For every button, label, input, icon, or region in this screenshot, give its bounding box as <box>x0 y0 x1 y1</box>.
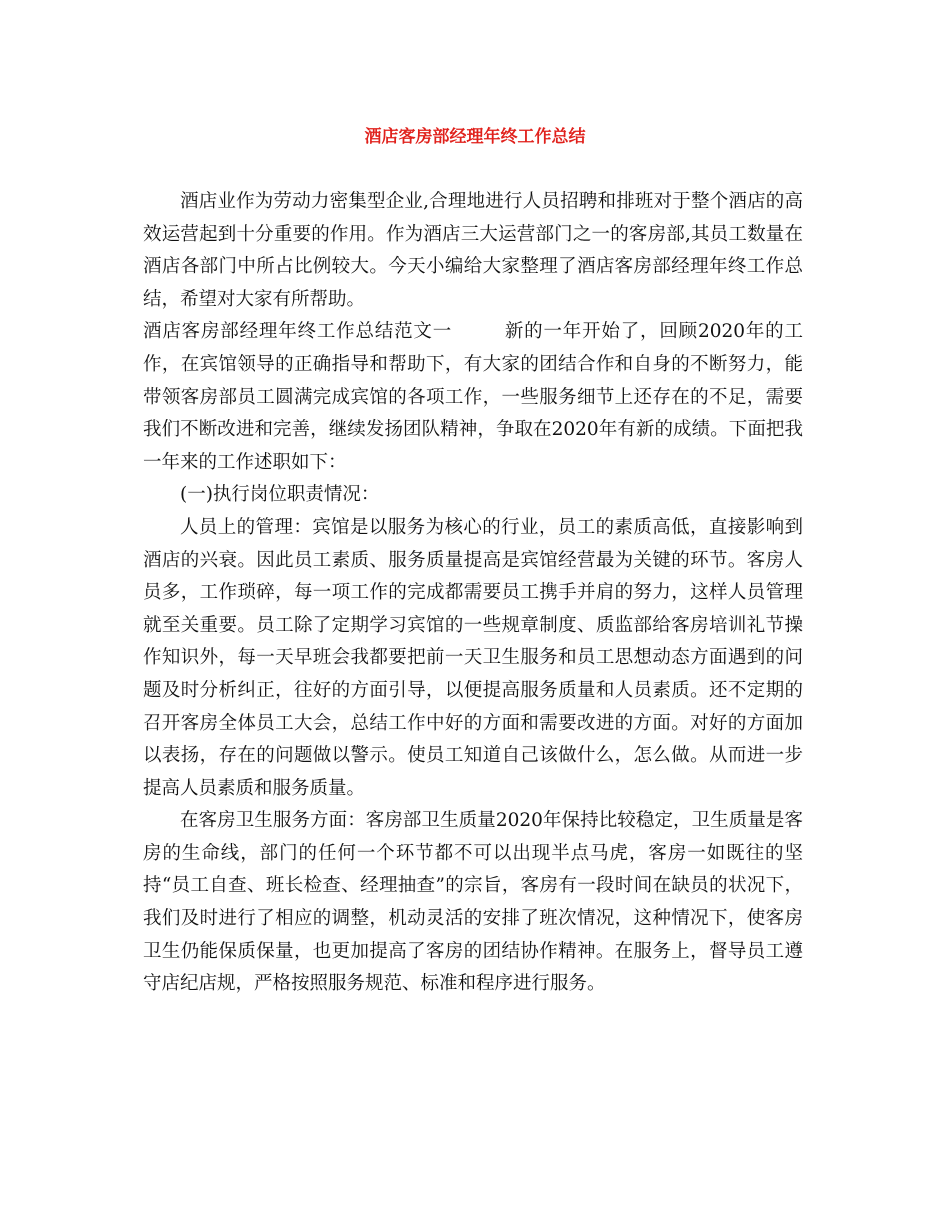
document-title: 酒店客房部经理年终工作总结 <box>364 127 586 147</box>
hygiene-paragraph: 在客房卫生服务方面：客房部卫生质量2020年保持比较稳定，卫生质量是客房的生命线，部门的任何一个环节都不可以出现半点马虎，客房一如既往的坚持“员工自查、班长检查、经理抽查”的宗旨，客房有一段时间在缺员的状况下，我们及时进行了相应的调整，机动灵活的安排了班次情况，这种情况下，使客房卫生仍能保质保量，也更加提高了客房的团结协作精神。在服务上，督导员工遵守店纪店规，严格按照服务规范、标准和程序进行服务。 <box>143 810 803 995</box>
document-body <box>143 186 803 1001</box>
personnel-paragraph: 人员上的管理：宾馆是以服务为核心的行业，员工的素质高低，直接影响到酒店的兴衰。因此员工素质、服务质量提高是宾馆经营最为关键的环节。客房人员多，工作琐碎，每一项工作的完成都需要员工携手并肩的努力，这样人员管理就至关重要。员工除了定期学习宾馆的一些规章制度、质监部给客房培训礼节操作知识外，每一天早班会我都要把前一天卫生服务和员工思想动态方面遇到的问题及时分析纠正，往好的方面引导，以便提高服务质量和人员素质。还不定期的召开客房全体员工大会，总结工作中好的方面和需要改进的方面。对好的方面加以表扬，存在的问题做以警示。使员工知道自己该做什么，怎么做。从而进一步提高人员素质和服务质量。 <box>143 516 803 799</box>
intro-paragraph: 酒店业作为劳动力密集型企业,合理地进行人员招聘和排班对于整个酒店的高效运营起到十分重要的作用。作为酒店三大运营部门之一的客房部,其员工数量在酒店各部门中所占比例较大。今天小编给大家整理了酒店客房部经理年终工作总结，希望对大家有所帮助。 <box>143 191 803 310</box>
sample-paragraph <box>143 316 803 479</box>
section-heading: (一)执行岗位职责情况： <box>180 484 380 506</box>
sample-heading: 酒店客房部经理年终工作总结范文一 <box>143 321 453 343</box>
sample-opening-text: 新的一年开始了，回顾2020年的工作，在宾馆领导的正确指导和帮助下，有大家的团结合作和自身的不断努力，能带领客房部员工圆满完成宾馆的各项工作，一些服务细节上还存在的不足，需要我们不断改进和完善，继续发扬团队精神，争取在2020年有新的成绩。下面把我一年来的工作述职如下： <box>143 321 803 473</box>
